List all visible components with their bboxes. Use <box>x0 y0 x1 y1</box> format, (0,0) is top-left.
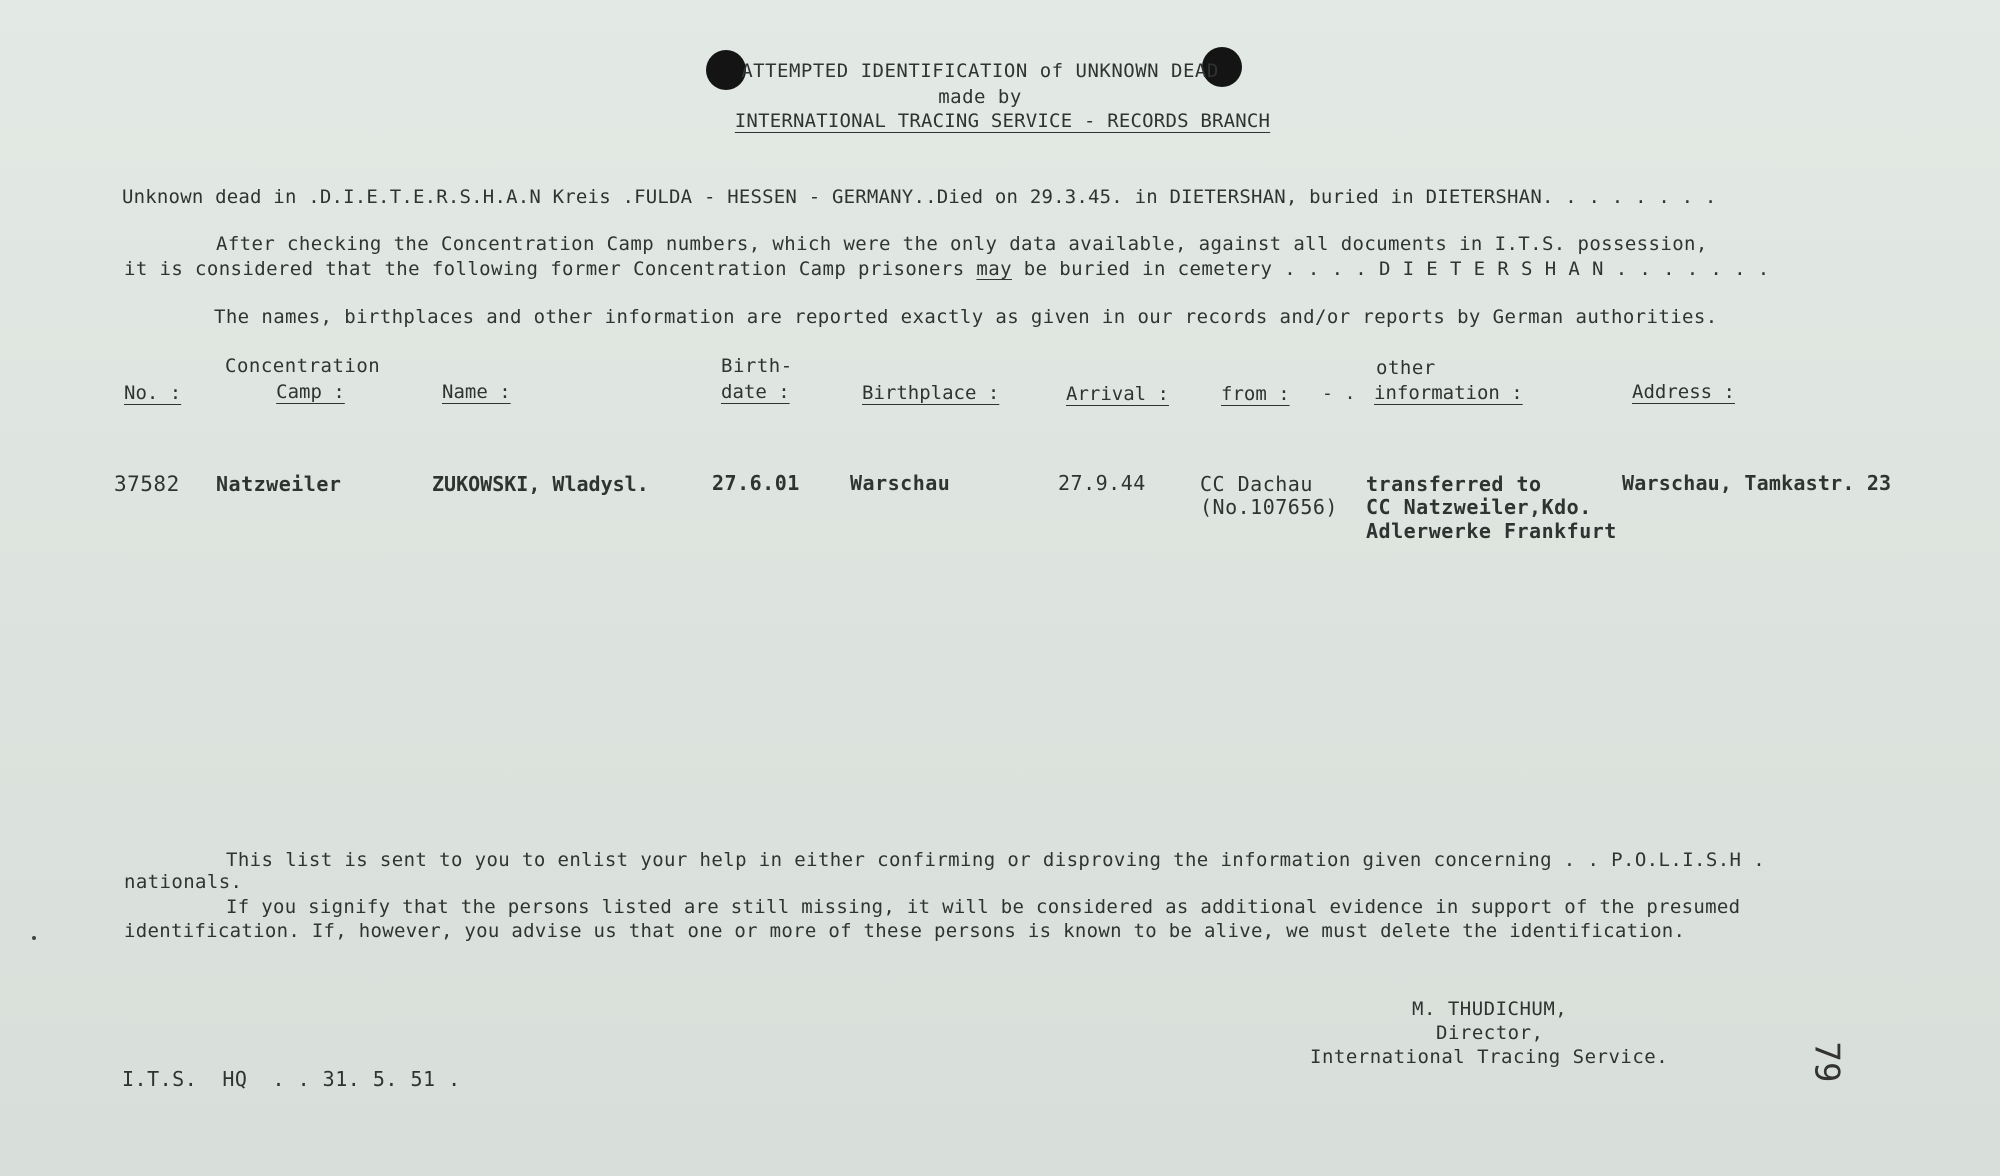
row-from-line1: CC Dachau <box>1200 472 1313 496</box>
intro-paragraph-line2 <box>124 258 1770 280</box>
signature-org: International Tracing Service. <box>1310 1046 1669 1068</box>
row-info-line2: CC Natzweiler,Kdo. <box>1366 495 1592 519</box>
signature-name: M. THUDICHUM, <box>1412 998 1568 1020</box>
header-birthdate: date : <box>721 381 790 403</box>
closing-para2-line1: If you signify that the persons listed are still missing, it will be considered as additional evidence in support of the presumed <box>226 896 1741 918</box>
its-hq-date: I.T.S. HQ . . 31. 5. 51 . <box>122 1067 461 1091</box>
closing-para1-line1: This list is sent to you to enlist your help in either confirming or disproving the information given concerning . . P.O.L.I.S.H . <box>226 849 1766 871</box>
row-no: 37582 <box>114 472 180 496</box>
row-address: Warschau, Tamkastr. 23 <box>1622 471 1892 495</box>
header-address: Address : <box>1632 381 1735 403</box>
header-other-top: other <box>1376 357 1436 379</box>
row-arrival: 27.9.44 <box>1058 471 1146 495</box>
row-camp: Natzweiler <box>216 472 342 496</box>
header-camp-top: Concentration <box>225 355 381 377</box>
header-arrival: Arrival : <box>1066 383 1169 405</box>
closing-para2-line2: identification. If, however, you advise us that one or more of these persons is known to be alive, we must delete the identification. <box>124 920 1686 942</box>
header-camp: Camp : <box>276 381 345 403</box>
closing-para1-line2: nationals. <box>124 871 243 893</box>
signature-title: Director, <box>1436 1022 1544 1044</box>
header-birth-top: Birth- <box>721 355 793 377</box>
row-birthdate: 27.6.01 <box>712 471 800 495</box>
header-from-dots: - . <box>1322 383 1357 404</box>
may-word: may <box>976 258 1012 280</box>
intro-paragraph-line1: After checking the Concentration Camp numbers, which were the only data available, against all documents in I.T.S. possession, <box>216 233 1708 255</box>
row-from-line2: (No.107656) <box>1200 495 1338 519</box>
intro-line2-start: it is considered that the following former Concentration Camp prisoners <box>124 258 977 280</box>
speck-mark <box>32 936 36 940</box>
intro-line2-end: be buried in cemetery . . . . D I E T E R S H A N . . . . . . . <box>1011 258 1770 280</box>
records-note: The names, birthplaces and other information are reported exactly as given in our records and/or reports by German authorities. <box>214 306 1718 328</box>
header-no: No. : <box>124 382 182 404</box>
row-birthplace: Warschau <box>850 471 951 495</box>
document-title: ATTEMPTED IDENTIFICATION of UNKNOWN DEAD <box>741 60 1219 82</box>
header-name: Name : <box>442 381 511 403</box>
unknown-dead-line: Unknown dead in .D.I.E.T.E.R.S.H.A.N Kreis .FULDA - HESSEN - GERMANY..Died on 29.3.45. in DIETERSHAN, buried in DIETERSHAN. . . . . . . . <box>122 186 1717 208</box>
header-information: information : <box>1374 382 1523 404</box>
header-from: from : <box>1221 383 1290 405</box>
made-by-line: made by <box>938 86 1022 108</box>
branch-heading: INTERNATIONAL TRACING SERVICE - RECORDS BRANCH <box>734 110 1271 132</box>
row-name: ZUKOWSKI, Wladysl. <box>432 472 649 496</box>
page-number-stamp: 79 <box>1806 1041 1847 1083</box>
row-info-line1: transferred to <box>1366 472 1542 496</box>
row-info-line3: Adlerwerke Frankfurt <box>1366 519 1617 543</box>
header-birthplace: Birthplace : <box>862 382 1000 404</box>
